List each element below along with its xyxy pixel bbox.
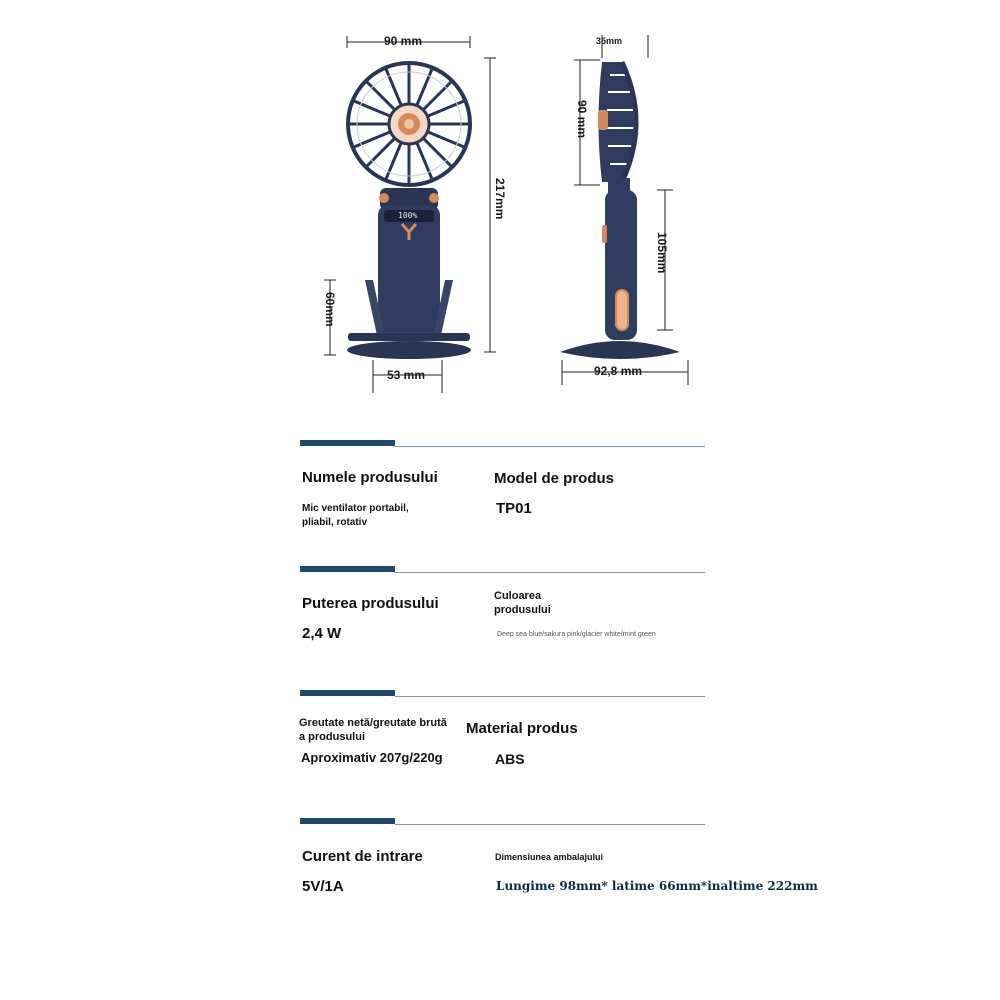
section-divider-4 [300, 818, 395, 824]
section-divider-1 [300, 440, 395, 446]
section-rule-4 [395, 824, 705, 825]
product-name-value: Mic ventilator portabil, pliabil, rotativ [302, 503, 409, 528]
base-dimension-lines [320, 275, 450, 395]
front-width-label: 90 mm [384, 34, 423, 48]
front-height-label: 217mm [493, 178, 507, 220]
side-head-label: 90 mm [575, 100, 589, 139]
side-dimension-lines [560, 30, 695, 390]
side-body-label: 105mm [655, 232, 669, 274]
section-divider-2 [300, 566, 395, 572]
side-base-label: 92,8 mm [594, 364, 643, 378]
product-material-value: ABS [495, 751, 525, 767]
product-weight-value: Aproximativ 207g/220g [301, 750, 443, 765]
section-rule-3 [395, 696, 705, 697]
product-color-value: Deep sea blue/sakura pink/glacier white/mint green [497, 631, 656, 638]
product-color-label: Culoarea produsului [494, 590, 551, 616]
input-current-value: 5V/1A [302, 878, 344, 895]
base-height-label: 60mm [323, 292, 337, 327]
product-name-label: Numele produsului [302, 469, 438, 486]
input-current-label: Curent de intrare [302, 848, 423, 865]
device-display: 100% [398, 211, 418, 220]
product-power-label: Puterea produsului [302, 595, 439, 612]
product-model-label: Model de produs [494, 470, 614, 487]
section-rule-2 [395, 572, 705, 573]
package-size-label: Dimensiunea ambalajului [495, 852, 604, 862]
package-size-value: Lungime 98mm* latime 66mm*inaltime 222mm [496, 879, 818, 893]
product-model-value: TP01 [496, 500, 532, 517]
side-depth-label: 35mm [596, 36, 623, 46]
product-power-value: 2,4 W [302, 625, 342, 642]
product-weight-label: Greutate netă/greutate brută a produsului [299, 717, 447, 743]
section-rule-1 [395, 446, 705, 447]
product-material-label: Material produs [466, 720, 578, 737]
section-divider-3 [300, 690, 395, 696]
base-width-label: 53 mm [387, 368, 426, 382]
